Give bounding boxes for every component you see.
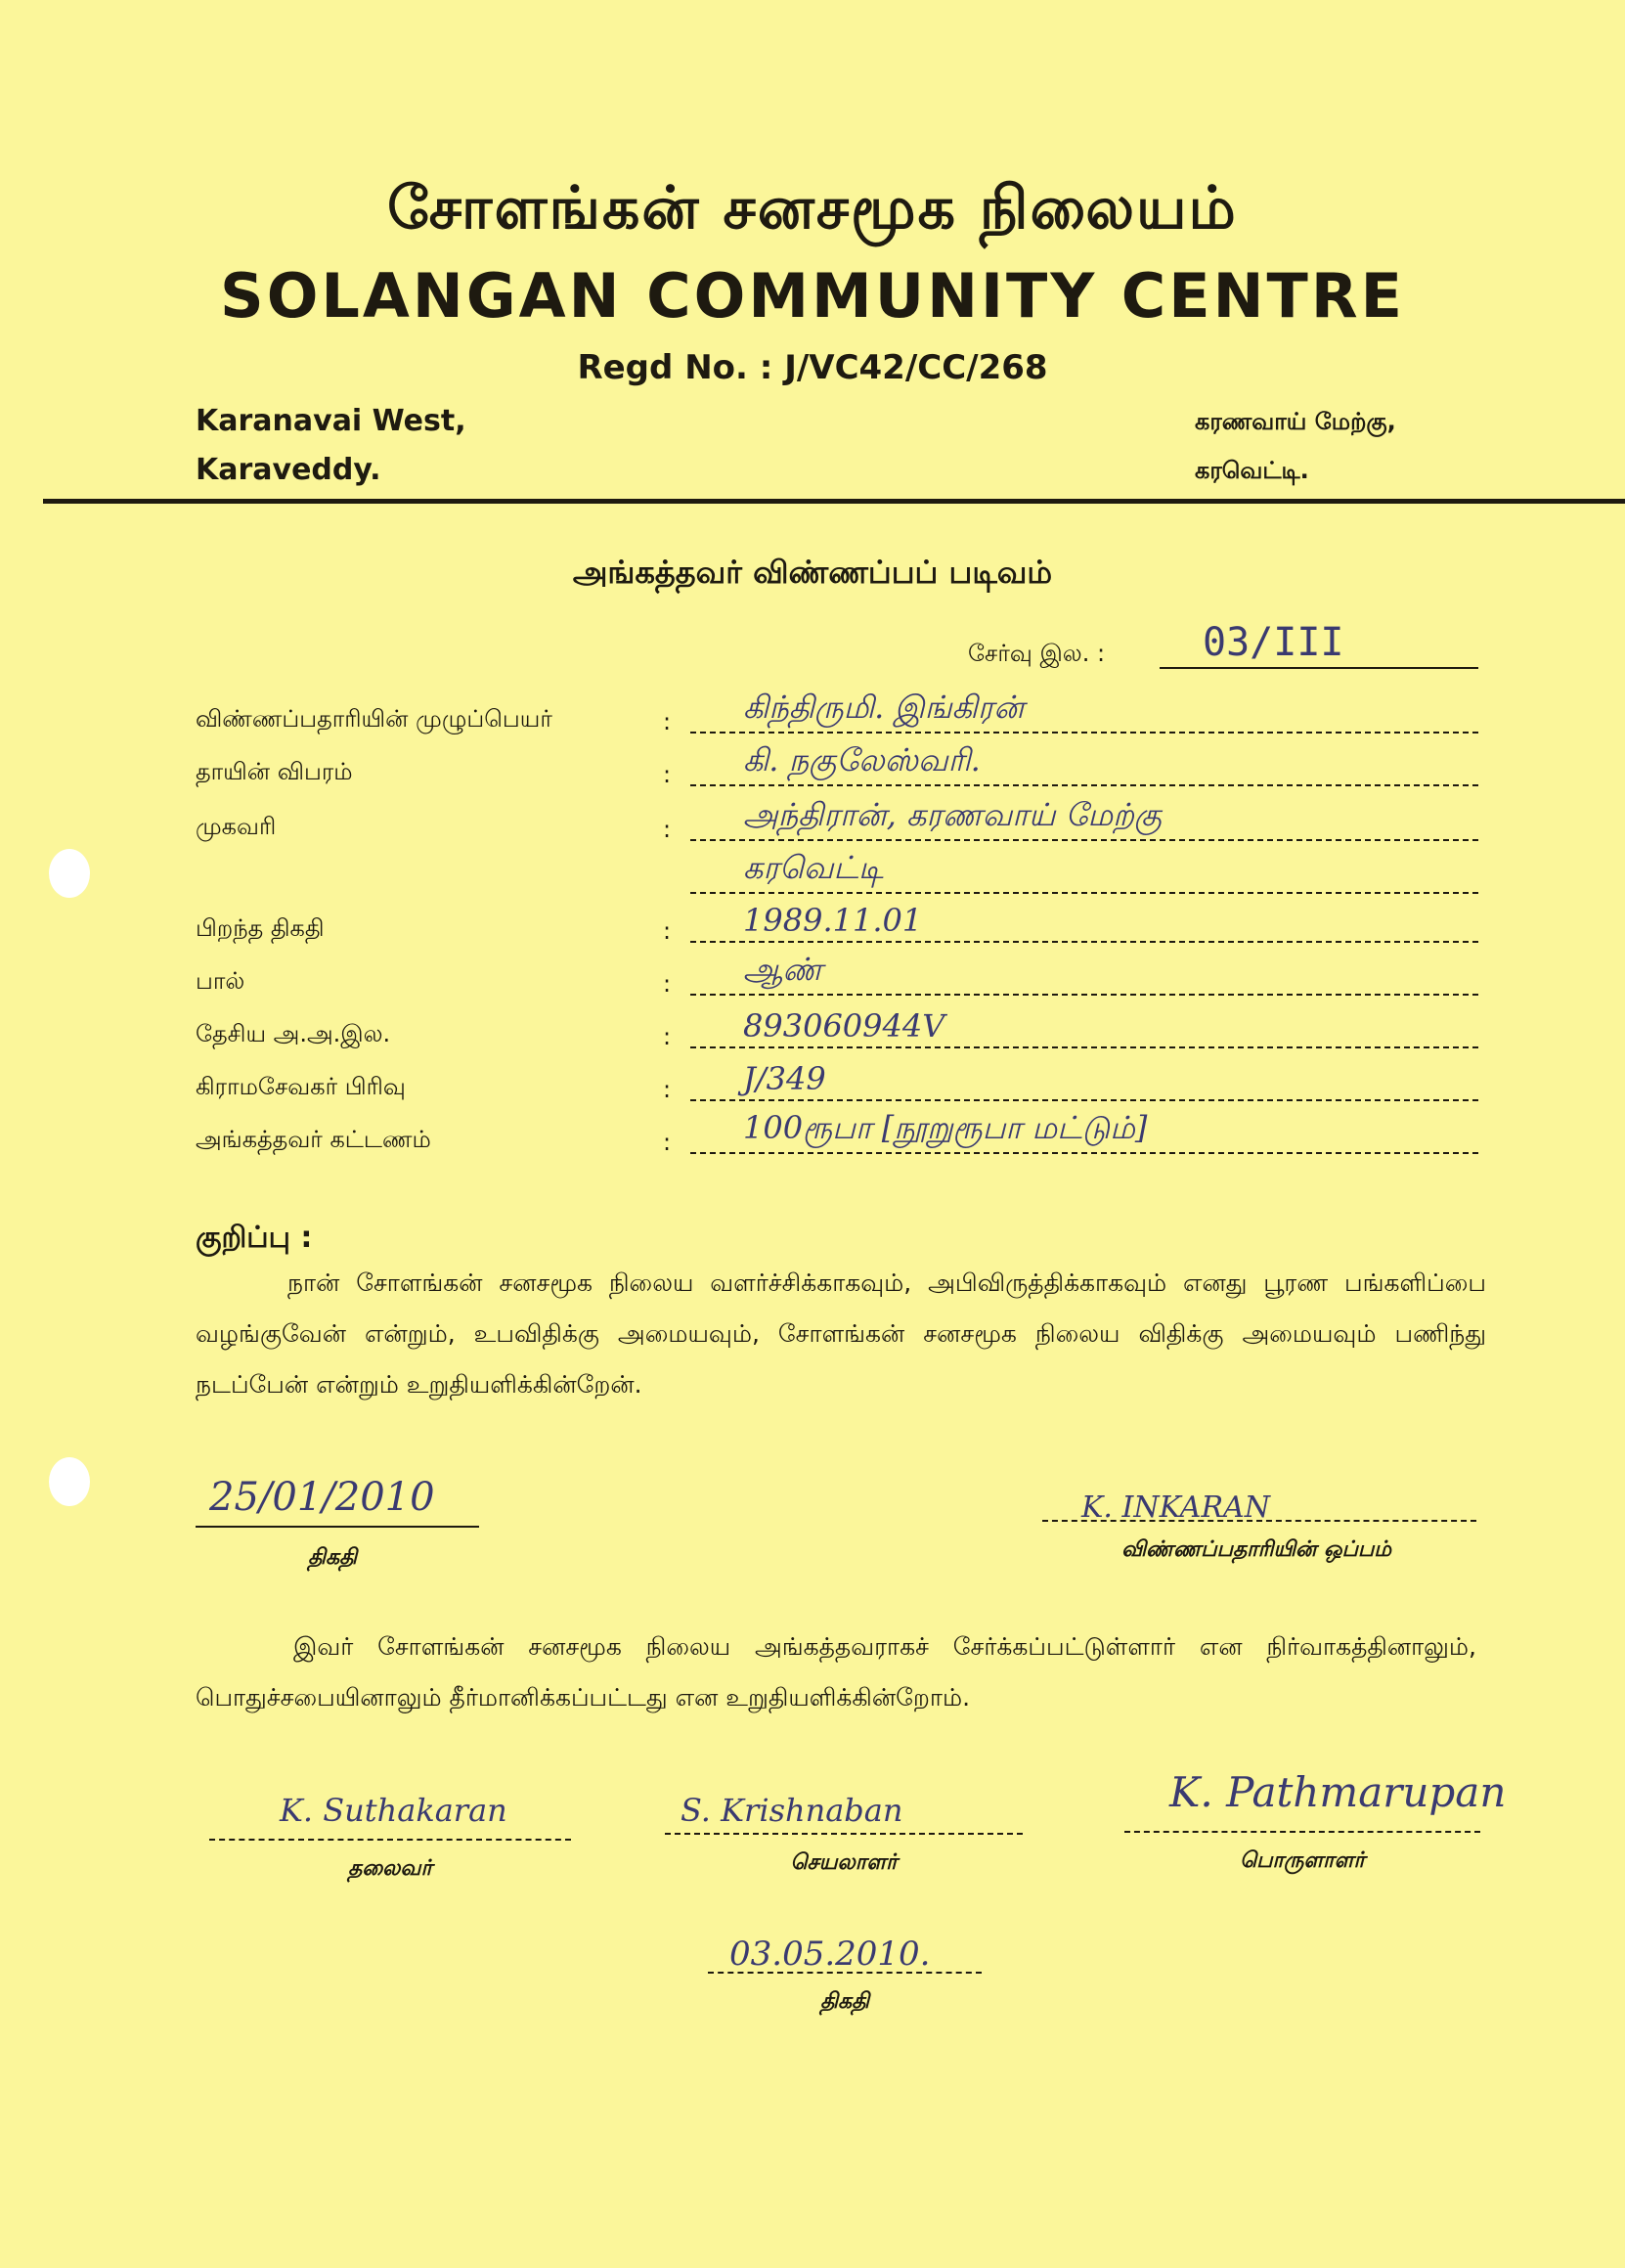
- applicant-date-value: 25/01/2010: [209, 1475, 435, 1520]
- address-english: [196, 397, 466, 495]
- serial-underline: [1160, 667, 1478, 669]
- applicant-signature-underline: [1042, 1520, 1476, 1522]
- form-title: அங்கத்தவர் விண்ணப்பப் படிவம்: [572, 554, 1053, 591]
- field-value: ஆண்: [743, 951, 823, 988]
- registration-number: Regd No. : J/VC42/CC/268: [577, 348, 1048, 387]
- field-value: 100ரூபா [நூறுரூபா மட்டும்]: [743, 1109, 1148, 1146]
- president-signature-value: K. Suthakaran: [280, 1792, 507, 1829]
- field-value: கி. நகுலேஸ்வரி.: [743, 741, 981, 778]
- field-colon: :: [663, 761, 672, 788]
- field-date-of-birth: [196, 900, 1478, 949]
- president-caption: தலைவர்: [348, 1856, 432, 1881]
- serial-value: 03/III: [1203, 620, 1344, 665]
- field-underline: [690, 892, 1478, 894]
- field-value: கரவெட்டி: [743, 849, 884, 886]
- header-divider: [43, 499, 1625, 504]
- declaration-text: நான் சோளங்கன் சனசமூக நிலைய வளர்ச்சிக்காகவும், அபிவிருத்திக்காகவும் எனது பூரண பங்களிப்பை வழங்குவேன் என்றும், உபவிதிக்கு அமையவும், சோளங்கன் சனசமூக நிலைய விதிக்கு அமையவும் பணிந்து நடப்பேன் என்றும் உறுதியளிக்கின்றேன்.: [196, 1268, 1486, 1399]
- field-sex: [196, 953, 1478, 1001]
- field-label: அங்கத்தவர் கட்டணம்: [196, 1126, 431, 1153]
- field-underline: [690, 941, 1478, 943]
- address-tamil-line2: கரவெட்டி.: [1195, 457, 1309, 484]
- field-colon: :: [663, 1023, 672, 1050]
- address-tamil-line1: கரணவாய் மேற்கு,: [1195, 408, 1396, 435]
- applicant-date-caption: திகதி: [307, 1545, 358, 1570]
- approval-text: இவர் சோளங்கன் சனசமூக நிலைய அங்கத்தவராகச் சேர்க்கப்பட்டுள்ளார் என நிர்வாகத்தினாலும், பொதுச்சபையினாலும் தீர்மானிக்கப்பட்டது என உறுதியளிக்கின்றோம்.: [196, 1632, 1476, 1712]
- field-label: பால்: [196, 967, 245, 995]
- treasurer-signature-value: K. Pathmarupan: [1169, 1768, 1507, 1816]
- field-label: விண்ணப்பதாரியின் முழுப்பெயர்: [196, 705, 552, 733]
- address-english-line1: Karanavai West,: [196, 404, 466, 438]
- field-label: முகவரி: [196, 813, 277, 840]
- field-address: [196, 798, 1478, 847]
- field-label: தாயின் விபரம்: [196, 758, 353, 785]
- applicant-signature-value: K. INKARAN: [1081, 1490, 1270, 1525]
- org-name-tamil: சோளங்கன் சனசமூக நிலையம்: [387, 174, 1238, 243]
- field-label: பிறந்த திகதி: [196, 914, 325, 942]
- field-underline: [690, 732, 1478, 734]
- serial-label: சேர்வு இல. :: [968, 640, 1106, 667]
- applicant-signature-caption: விண்ணப்பதாரியின் ஒப்பம்: [1121, 1537, 1391, 1562]
- field-underline: [690, 994, 1478, 996]
- treasurer-signature-underline: [1124, 1831, 1480, 1833]
- field-value: கிந்திருமி. இங்கிரன்: [743, 689, 1025, 726]
- treasurer-caption: பொருளாளர்: [1239, 1848, 1366, 1873]
- field-colon: :: [663, 1129, 672, 1156]
- secretary-signature-underline: [665, 1833, 1023, 1835]
- punch-hole-top: [49, 849, 90, 898]
- applicant-date-underline: [196, 1526, 479, 1528]
- field-colon: :: [663, 970, 672, 998]
- president-signature-underline: [209, 1839, 571, 1841]
- field-gn-division: [196, 1058, 1478, 1107]
- address-tamil: [1195, 397, 1396, 495]
- field-colon: :: [663, 708, 672, 735]
- field-underline: [690, 1046, 1478, 1048]
- field-underline: [690, 1152, 1478, 1154]
- field-underline: [690, 784, 1478, 786]
- org-name-english: SOLANGAN COMMUNITY CENTRE: [220, 260, 1405, 332]
- field-colon: :: [663, 917, 672, 945]
- punch-hole-bottom: [49, 1457, 90, 1506]
- field-label: கிராமசேவகர் பிரிவு: [196, 1073, 406, 1100]
- secretary-signature-value: S. Krishnaban: [681, 1792, 903, 1829]
- field-label: தேசிய அ.அ.இல.: [196, 1020, 391, 1047]
- field-colon: :: [663, 1076, 672, 1103]
- approval-date-underline: [708, 1972, 982, 1974]
- field-value: J/349: [743, 1060, 826, 1097]
- field-mother-details: [196, 743, 1478, 792]
- declaration-heading: குறிப்பு :: [196, 1221, 313, 1255]
- secretary-caption: செயலாளர்: [790, 1850, 898, 1875]
- field-nic-number: [196, 1005, 1478, 1054]
- field-full-name: [196, 690, 1478, 739]
- approval-date-caption: திகதி: [819, 1989, 870, 2014]
- field-value: 893060944V: [743, 1007, 945, 1045]
- approval-date-value: 03.05.2010.: [729, 1934, 931, 1974]
- field-underline: [690, 839, 1478, 841]
- field-address-line2: [196, 851, 1478, 900]
- field-colon: :: [663, 816, 672, 843]
- field-membership-fee: [196, 1111, 1478, 1160]
- field-underline: [690, 1099, 1478, 1101]
- field-value: 1989.11.01: [743, 902, 923, 939]
- field-value: அந்திரான், கரணவாய் மேற்கு: [743, 796, 1163, 833]
- address-english-line2: Karaveddy.: [196, 453, 381, 487]
